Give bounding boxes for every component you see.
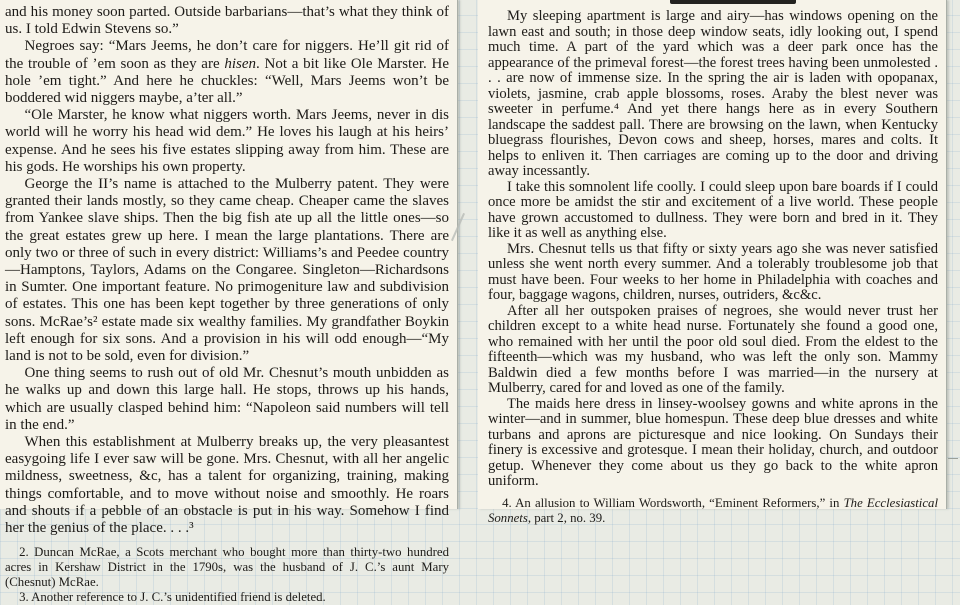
right-page — [478, 0, 947, 525]
paragraph: and his money soon parted. Outside barbarians—that’s what they think of us. I told Edwin Stevens so.” — [5, 4, 449, 38]
footnote: 2. Duncan McRae, a Scots merchant who bought more than thirty-two hundred acres in Kershaw District in the 1790s, was the husband of J. C.’s aunt Mary (Chesnut) McRae. — [5, 545, 449, 590]
paragraph: The maids here dress in linsey-woolsey gowns and white aprons in the winter—and in summer, blue homespun. These deep blue dresses and white turbans and aprons are picturesque and nice looking. On Sundays their finery is excessive and grotesque. I mean their holiday, church, and outdoor getup. Whenever they come about us they go back to the white apron uniform. — [488, 395, 938, 489]
left-footnotes — [5, 545, 449, 605]
right-column — [488, 9, 938, 526]
paragraph: George the II’s name is attached to the Mulberry patent. They were granted their lands mostly, so they came cheap. Cheaper came the slaves from Yankee slave ships. Then the big fish ate up all the little ones—so the great estates grew up here. I mean the large plantations. There are only two or three of such in every district: Williams’s and Peedee country—Hamptons, Taylors, Adams on the Congaree. Singleton—Richardsons in Sumter. One important feature. No primogeniture law and subdivision of estates. This one has been kept together by three generations of only sons. McRae’s² estate made six wealthy families. My grandfather Boykin left enough for six sons. And a provision in his will odd enough—“My land is not to be sold, even for division.” — [5, 176, 449, 365]
left-column — [5, 4, 449, 605]
paragraph-text: Negroes say: “Mars Jeems, he don’t care for niggers. He’ll git rid of the trouble of ’em soon as they are — [5, 38, 449, 72]
paragraph: When this establishment at Mulberry breaks up, the very pleasantest easygoing life I ever saw will be gone. Mrs. Chesnut, with all her angelic mildness, sweetness, &c, has a talent for organizing, training, making things comfortable, and to move without noise and smoothly. He roars and shouts if a pebble of an obstacle is put in his way. Somehow I find her the genius of the place. . . .³ — [5, 434, 449, 537]
paragraph: I take this somnolent life coolly. I could sleep upon bare boards if I could once more be amidst the stir and excitement of a live world. These people have grown accustomed to dullness. They were born and bred in it. They like it as well as anything else. — [488, 178, 938, 241]
paragraph — [5, 38, 449, 107]
paragraph: My sleeping apartment is large and airy—has windows opening on the lawn east and south; in those deep window seats, idly looking out, I spend much time. A part of the yard which was a deer park once has the appearance of the primeval forest—the forest trees having been unmolested . . . are now of immense size. In the spring the air is laden with opopanax, violets, jasmine, crab apple blossoms, roses. Araby the blest never was sweeter in perfume.⁴ And yet there hangs here as in every Southern landscape the saddest pall. There are browsing on the lawn, when Kentucky bluegrass flourishes, Devon cows and sheep, horses, mares and colts. It helps to enliven it. Then carriages are coming up to the door and driving away incessantly. — [488, 8, 938, 179]
footnote: 3. Another reference to J. C.’s unidentified friend is deleted. — [19, 590, 326, 605]
footnote — [488, 496, 938, 526]
paragraph-text: . Not a bit like Ole Marster. He hole ’em tight.” And here he chuckles: “Well, Mars Jeems won’t be boddered wid niggers maybe, a’ter all.” — [5, 55, 449, 107]
left-page — [0, 0, 458, 605]
paragraph: Mrs. Chesnut tells us that fifty or sixty years ago she was never satisfied unless she went north every summer. And a tolerably troublesome job that must have been. Four weeks to her home in Philadelphia with coaches and four, baggage wagons, children, nurses, outriders, &c&c. — [488, 240, 938, 303]
italic-text: The Ecclesiastical Sonnets — [488, 495, 938, 525]
margin-tick-line — [948, 458, 958, 459]
scan-artifact-bar — [670, 0, 796, 4]
italic-text: hisen — [224, 55, 257, 72]
footnote-text: , part 2, no. 39. — [527, 510, 606, 525]
paragraph: One thing seems to rush out of old Mr. Chesnut’s mouth unbidden as he walks up and down this large hall. He stops, throws up his hands, which are usually clasped behind him: “Napoleon said numbers will tell in the end.” — [5, 365, 449, 433]
paragraph: After all her outspoken praises of negroes, she would never trust her children except to a white head nurse. Fortunately she found a good one, who remained with her until the poor old soul died. From the eldest to the fifteenth—which was my husband, who was left the only son. Mammy Baldwin died a few months before I was married—in the nursery at Mulberry, cared for and loved as one of the family. — [488, 302, 938, 396]
footnote-text: 4. An allusion to William Wordsworth, “Eminent Reformers,” in — [502, 495, 844, 510]
paragraph: “Ole Marster, he know what niggers worth. Mars Jeems, never in dis world will he worry his head wid dem.” He loves his laugh at his heirs’ expense. And he sees his five estates slipping away from him. These are his gods. He worships his own property. — [5, 107, 449, 175]
right-footnotes — [488, 496, 938, 526]
